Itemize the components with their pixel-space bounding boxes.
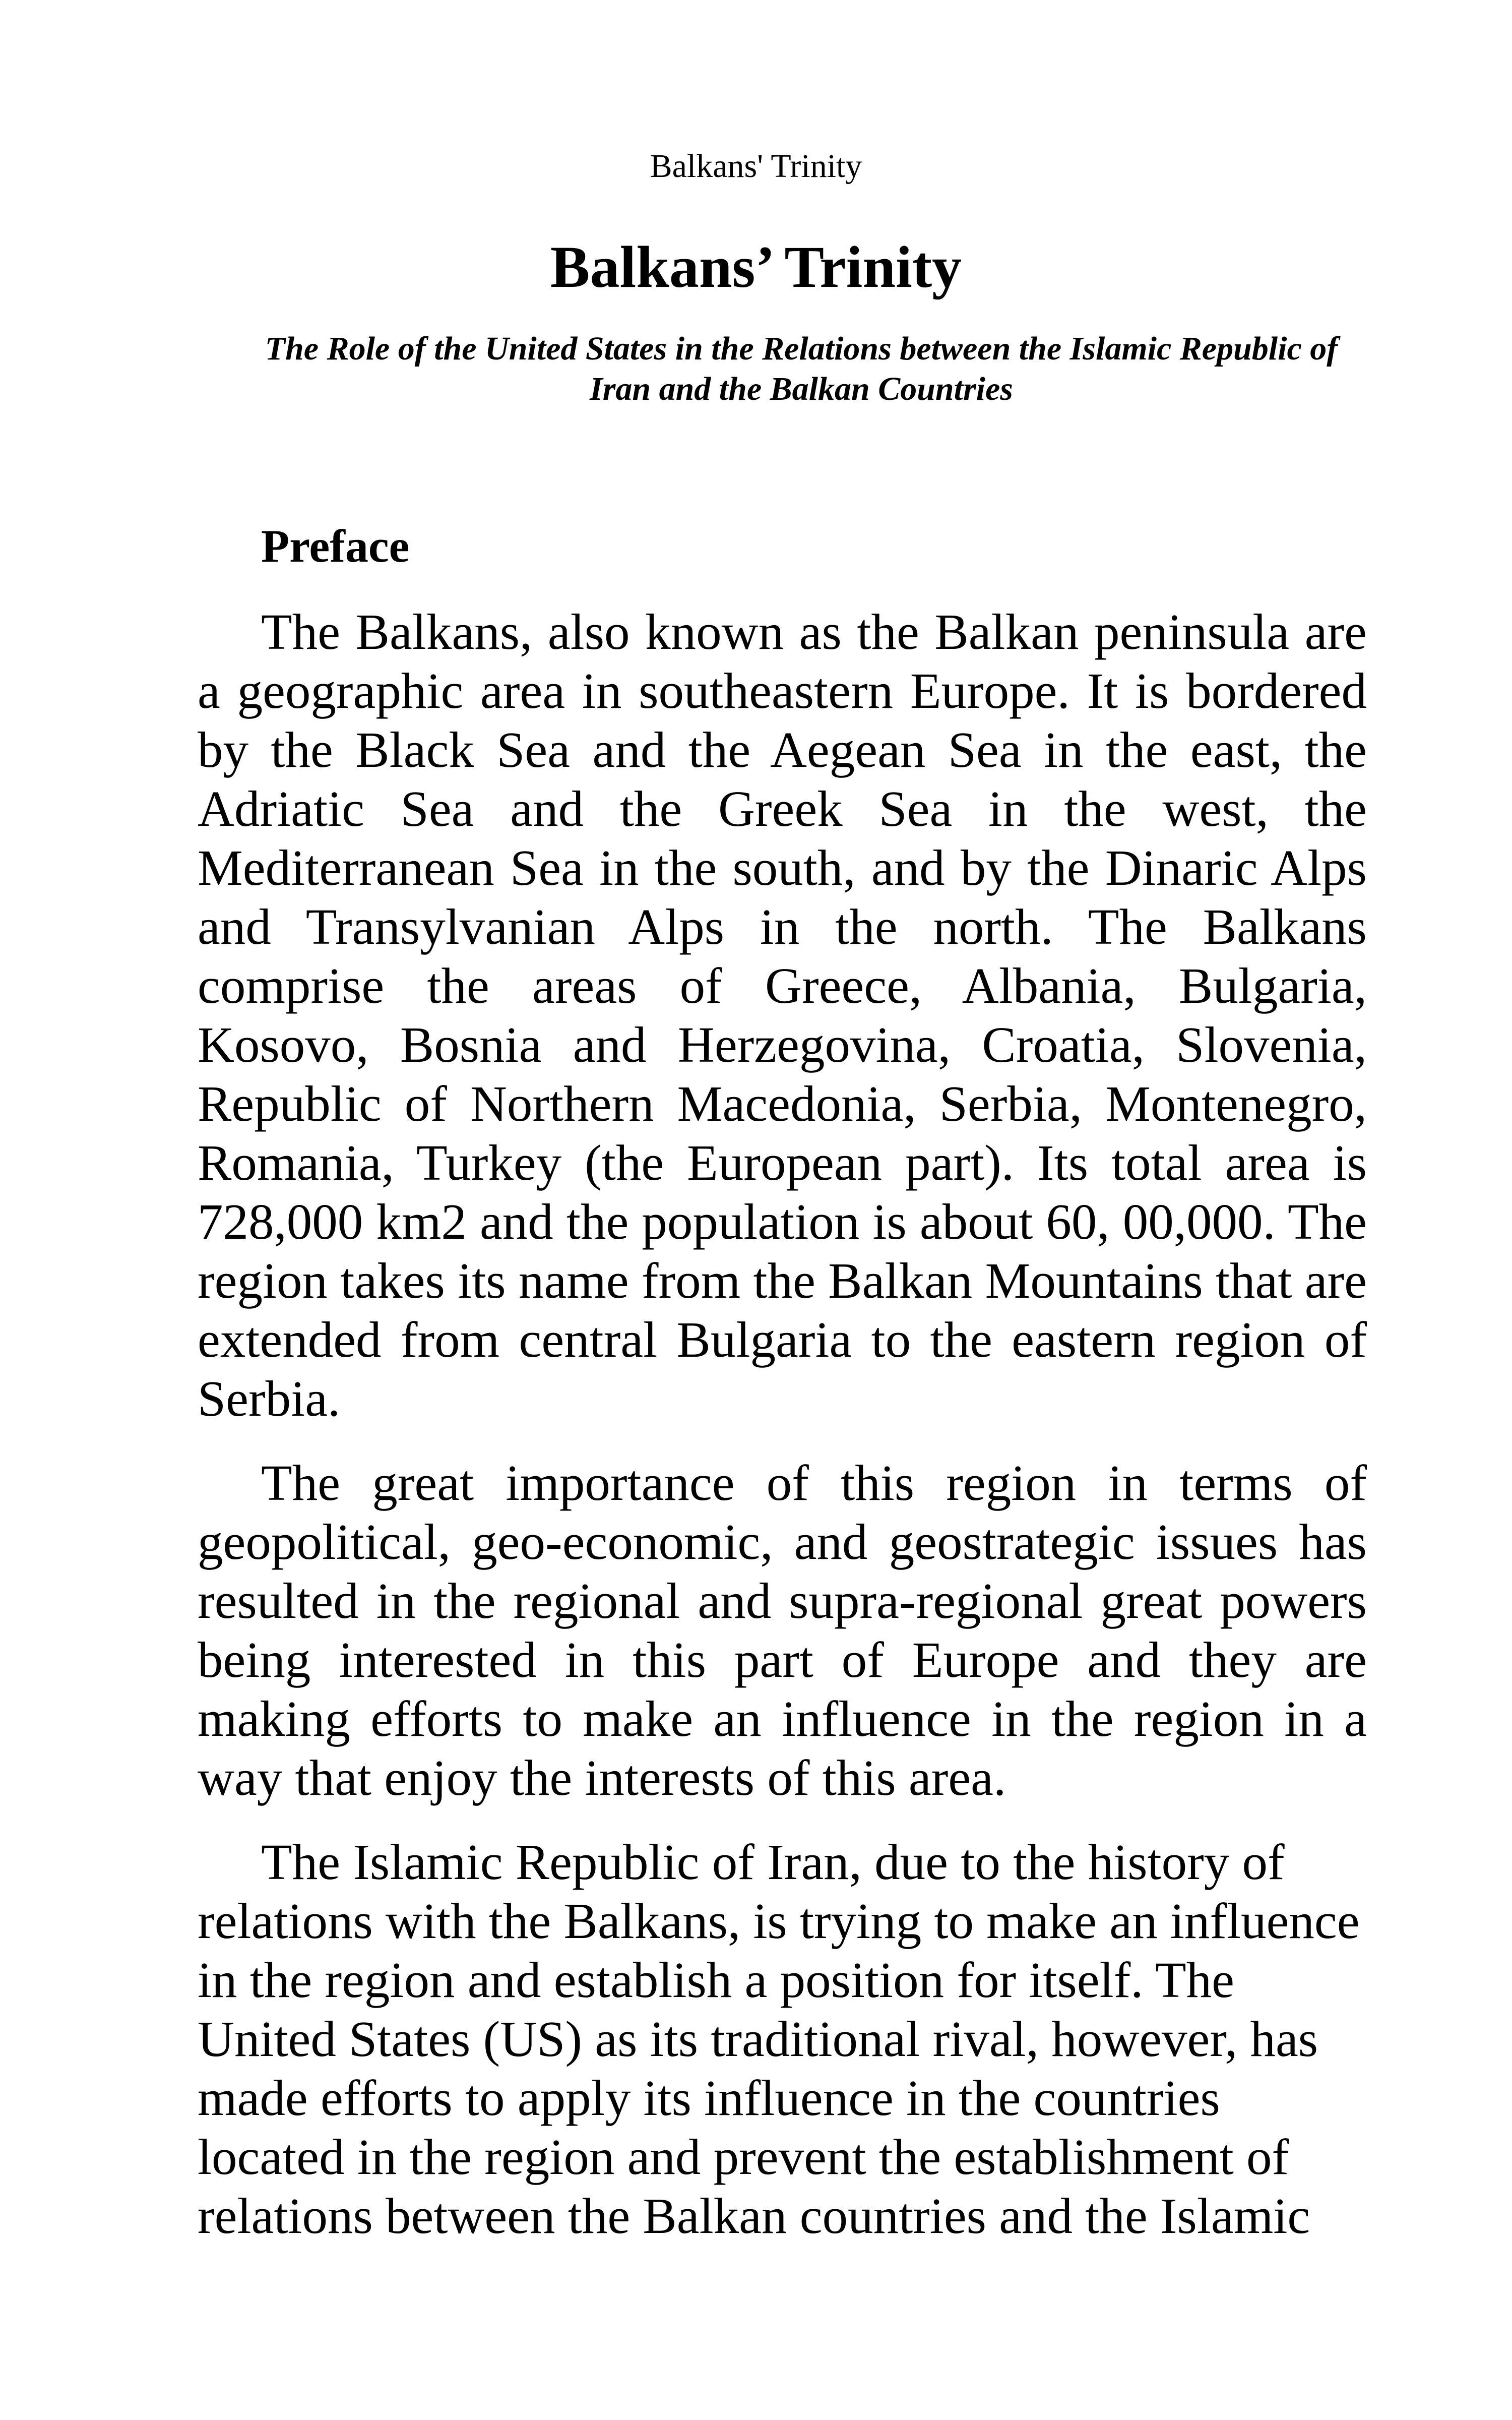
paragraph: The Balkans, also known as the Balkan peninsula are a geographic area in southeastern Europe. It is bordered by the Black Sea and the Aegean Sea in the east, the Adriatic Sea and the Greek Sea in the west, the Mediterranean Sea in the south, and by the Dinaric Alps and Transylvanian Alps in the north. The Balkans comprise the areas of Greece, Albania, Bulgaria, Kosovo, Bosnia and Herzegovina, Croatia, Slovenia, Republic of Northern Macedonia, Serbia, Montenegro, Romania, Turkey (the European part). Its total area is 728,000 km2 and the population is about 60, 00,000. The region takes its name from the Balkan Mountains that are extended from central Bulgaria to the eastern region of Serbia. [198,603,1367,1427]
section-heading-preface: Preface [261,520,410,572]
document-subtitle: The Role of the United States in the Relations between the Islamic Republic of Iran and the Balkan Countries [265,330,1338,407]
running-header: Balkans' Trinity [650,148,862,185]
document-title: Balkans’ Trinity [550,234,962,300]
paragraph: The Islamic Republic of Iran, due to the history of relations with the Balkans, is trying to make an influence in the region and establish a position for itself. The United States (US) as its traditional rival, however, has made efforts to apply its influence in the countries located in the region and prevent the establishment of relations between the Balkan countries and the Islamic [198,1834,1360,2244]
paragraph: The great importance of this region in terms of geopolitical, geo-economic, and geostrategic issues has resulted in the regional and supra-regional great powers being interested in this part of Europe and they are making efforts to make an influence in the region in a way that enjoy the interests of this area. [198,1455,1367,1806]
body-text [198,602,1367,2246]
